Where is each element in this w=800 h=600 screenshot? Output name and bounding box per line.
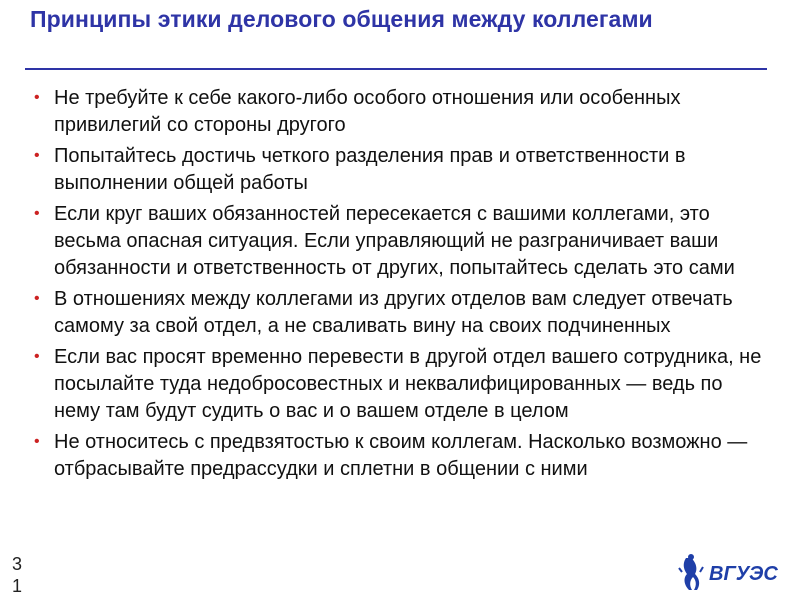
bullet-text: Не требуйте к себе какого-либо особого отношения или особенных привилегий со стороны другого [54, 87, 681, 136]
page-number-digit: 1 [11, 576, 22, 596]
bullet-text: Если вас просят временно перевести в другой отдел вашего сотрудника, не посылайте туда недобросовестных и неквалифицированных — ведь по нему там будут судить о вас и о вашем отделе в целом [54, 346, 762, 422]
bullet-item [32, 344, 772, 425]
page-number-digit: 3 [11, 554, 22, 574]
bullet-text: Не относитесь с предвзятостью к своим коллегам. Насколько возможно — отбрасывайте предрассудки и сплетни в общении с ними [54, 431, 748, 480]
page-number [10, 553, 24, 597]
bullet-marker: • [34, 205, 40, 222]
bullet-item [32, 85, 772, 139]
bullet-item [32, 143, 772, 197]
bullet-text: В отношениях между коллегами из других отделов вам следует отвечать самому за свой отдел, а не сваливать вину на своих подчиненных [54, 288, 733, 337]
bullet-marker: • [34, 290, 40, 307]
slide-title: Принципы этики делового общения между коллегами [30, 6, 653, 32]
logo-text: ВГУЭС [709, 563, 778, 585]
bullet-marker: • [34, 147, 40, 164]
bullet-text: Попытайтесь достичь четкого разделения прав и ответственности в выполнении общей работы [54, 145, 686, 194]
logo-emblem-icon [679, 554, 703, 590]
bullet-item [32, 429, 772, 483]
bullet-marker: • [34, 433, 40, 450]
bullet-marker: • [34, 89, 40, 106]
bullet-marker: • [34, 348, 40, 365]
bullet-text: Если круг ваших обязанностей пересекается с вашими коллегами, это весьма опасная ситуация. Если управляющий не разграничивает ваши обязанности и ответственность от других, попытайтесь сделать это сами [54, 203, 735, 279]
title-underline [25, 68, 767, 70]
bullet-item [32, 286, 772, 340]
university-logo [676, 552, 794, 594]
bullet-list [32, 85, 772, 487]
bullet-item [32, 201, 772, 282]
